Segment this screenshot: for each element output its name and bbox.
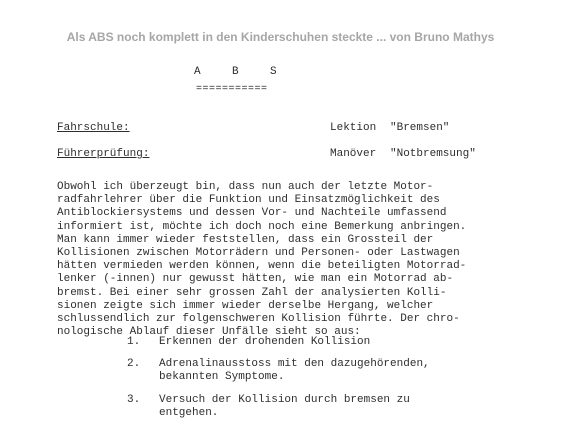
body-paragraph: Obwohl ich überzeugt bin, dass nun auch der letzte Motor- radfahrlehrer über die Funktion und Einsatzmöglichkeit des Antiblockiersystems und dessen Vor- und Nachteile umfassend informiert ist, möchte ich doch noch eine Bemerkung anbringen. Man kann immer wieder feststellen, dass ein Grossteil der Kollisionen zwischen Motorrädern und Personen- oder Lastwagen hätten vermieden werden können, wenn die beteiligten Motorrad- lenker (-innen) nur gewusst hätten, wie man ein Motorrad ab- bremst. Bei einer sehr grossen Zahl der analysierten Kolli- sionen zeigte sich immer wieder derselbe Hergang, welcher schlussendlich zur folgenschweren Kollision führte. Der chro- nologische Ablauf dieser Unfälle sieht so aus:	[57, 181, 467, 339]
manoever-key: Manöver	[330, 148, 377, 160]
list-text: Erkennen der drohenden Kollision	[159, 336, 371, 348]
list-number: 3.	[127, 393, 141, 406]
lektion-key: Lektion	[330, 122, 377, 134]
manoever-value: "Notbremsung"	[390, 148, 476, 160]
list-item	[127, 336, 507, 349]
fuehrerpruefung-label: Führerprüfung:	[57, 148, 150, 160]
article-header: Als ABS noch komplett in den Kinderschuhen steckte ... von Bruno Mathys	[66, 30, 495, 44]
title-underline: ===========	[196, 84, 268, 95]
title-letter: B	[232, 66, 239, 78]
list-item	[127, 394, 507, 420]
list-text: Adrenalinausstoss mit den dazugehörenden, bekannten Symptome.	[159, 358, 430, 384]
document-title	[194, 66, 308, 78]
numbered-list	[127, 336, 507, 429]
list-text: Versuch der Kollision durch bremsen zu entgehen.	[159, 393, 410, 419]
fahrschule-label: Fahrschule:	[57, 122, 130, 134]
title-letter: S	[270, 66, 277, 78]
list-number: 1.	[127, 336, 141, 348]
lektion-value: "Bremsen"	[390, 122, 450, 134]
title-letter: A	[194, 66, 201, 78]
list-number: 2.	[127, 358, 141, 371]
list-item	[127, 358, 507, 384]
